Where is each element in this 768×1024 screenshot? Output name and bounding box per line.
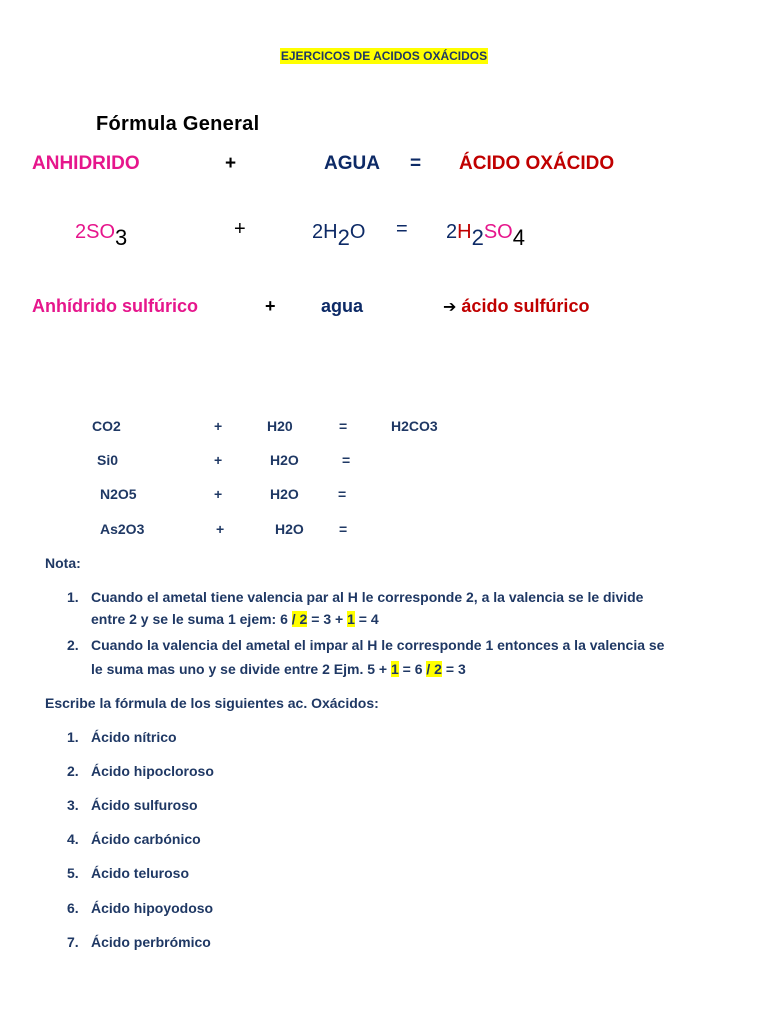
h2o-subscript: 2 bbox=[337, 225, 350, 250]
nota-item-2-highlight-2: / 2 bbox=[426, 661, 442, 677]
nota-item-2-line-1: Cuando la valencia del ametal el impar al H le corresponde 1 entonces a la valencia se bbox=[91, 637, 665, 653]
list-item-number: 4. bbox=[67, 831, 79, 847]
h2so4-h: H bbox=[457, 221, 472, 243]
nota-item-1-text-a: entre 2 y se le suma 1 ejem: 6 bbox=[91, 611, 292, 627]
exercise-plus-2: + bbox=[214, 452, 223, 468]
document-title-text: EJERCICOS DE ACIDOS OXÁCIDOS bbox=[280, 49, 488, 63]
list-item-number: 2. bbox=[67, 763, 79, 779]
list-item-name: Ácido teluroso bbox=[91, 865, 190, 881]
list-item-number: 5. bbox=[67, 865, 79, 881]
nota-item-2-line-2 bbox=[91, 661, 466, 677]
h2so4-o-subscript: 4 bbox=[512, 225, 525, 250]
anhidrido-sulfurico-label: Anhídrido sulfúrico bbox=[32, 296, 198, 316]
exercise-equals-3: = bbox=[338, 486, 347, 502]
h2so4-h-subscript: 2 bbox=[471, 225, 484, 250]
exercise-water-2: H2O bbox=[270, 452, 299, 468]
so3-formula bbox=[75, 218, 128, 250]
list-item bbox=[0, 763, 768, 783]
document-title bbox=[0, 49, 768, 63]
exercise-product-1: H2CO3 bbox=[391, 418, 438, 434]
nota-item-1-text-b: = 3 + bbox=[307, 611, 348, 627]
nota-item-2-number: 2. bbox=[67, 637, 79, 653]
list-item-number: 3. bbox=[67, 797, 79, 813]
h2so4-coef: 2 bbox=[446, 221, 458, 243]
nota-item-2-highlight-1: 1 bbox=[390, 661, 399, 677]
exercise-plus-4: + bbox=[216, 521, 225, 537]
equals-sign: = bbox=[410, 153, 422, 174]
names-plus-sign: + bbox=[265, 296, 276, 316]
list-item bbox=[0, 729, 768, 749]
exercise-plus-3: + bbox=[214, 486, 223, 502]
nota-item-1-line-1: Cuando el ametal tiene valencia par al H le corresponde 2, a la valencia se le divide bbox=[91, 589, 644, 605]
acido-oxacido-label: ÁCIDO OXÁCIDO bbox=[459, 153, 615, 174]
so3-main: 2SO bbox=[75, 221, 116, 243]
exercise-equals-1: = bbox=[339, 418, 348, 434]
nota-item-2-text-b: = 6 bbox=[398, 661, 427, 677]
agua-label: AGUA bbox=[324, 153, 380, 174]
nota-item-2 bbox=[0, 637, 768, 677]
list-item-name: Ácido nítrico bbox=[91, 729, 177, 745]
exercise-reactant-3: N2O5 bbox=[100, 486, 137, 502]
formula-general-heading: Fórmula General bbox=[96, 113, 260, 135]
acido-sulfurico-result bbox=[443, 296, 589, 317]
plus-sign: + bbox=[225, 153, 237, 174]
example-plus-sign: + bbox=[234, 218, 246, 240]
anhidrido-label: ANHIDRIDO bbox=[32, 153, 140, 174]
exercise-equals-2: = bbox=[342, 452, 351, 468]
exercise-reactant-2: Si0 bbox=[97, 452, 119, 468]
nota-item-2-text-c: = 3 bbox=[441, 661, 466, 677]
list-item-name: Ácido sulfuroso bbox=[91, 797, 198, 813]
nota-item-2-text-a: le suma mas uno y se divide entre 2 Ejm. 5 + bbox=[91, 661, 391, 677]
list-item-name: Ácido hipocloroso bbox=[91, 763, 214, 779]
list-item bbox=[0, 934, 768, 954]
exercise-reactant-1: CO2 bbox=[92, 418, 121, 434]
example-equals-sign: = bbox=[396, 218, 408, 240]
list-item bbox=[0, 831, 768, 851]
nota-item-1-line-2 bbox=[91, 611, 379, 627]
list-item-number: 6. bbox=[67, 900, 79, 916]
arrow-right-icon: ➔ bbox=[443, 299, 457, 316]
list-item-name: Ácido carbónico bbox=[91, 831, 201, 847]
instruction-text: Escribe la fórmula de los siguientes ac. Oxácidos: bbox=[45, 695, 379, 711]
h2so4-formula bbox=[446, 218, 525, 250]
exercise-water-4: H2O bbox=[275, 521, 304, 537]
nota-label: Nota: bbox=[45, 555, 81, 571]
exercise-water-1: H20 bbox=[267, 418, 293, 434]
exercise-reactant-4: As2O3 bbox=[100, 521, 145, 537]
agua-lowercase-label: agua bbox=[321, 296, 364, 316]
acido-sulfurico-label: ácido sulfúrico bbox=[461, 296, 590, 316]
nota-item-1-highlight-2: 1 bbox=[347, 611, 355, 627]
nota-item-1-highlight-1: / 2 bbox=[291, 611, 308, 627]
list-item-number: 7. bbox=[67, 934, 79, 950]
nota-item-1-text-c: = 4 bbox=[354, 611, 379, 627]
exercise-plus-1: + bbox=[214, 418, 223, 434]
list-item-name: Ácido perbrómico bbox=[91, 934, 211, 950]
list-item-name: Ácido hipoyodoso bbox=[91, 900, 214, 916]
exercise-water-3: H2O bbox=[270, 486, 299, 502]
nota-item-1 bbox=[0, 589, 768, 629]
list-item bbox=[0, 797, 768, 817]
h2o-formula bbox=[312, 218, 366, 250]
list-item bbox=[0, 865, 768, 885]
nota-item-1-number: 1. bbox=[67, 589, 79, 605]
so3-subscript: 3 bbox=[115, 225, 128, 250]
h2so4-so: SO bbox=[483, 221, 513, 243]
h2o-o: O bbox=[349, 221, 366, 243]
list-item bbox=[0, 900, 768, 920]
h2o-h: 2H bbox=[312, 221, 338, 243]
list-item-number: 1. bbox=[67, 729, 79, 745]
exercise-equals-4: = bbox=[339, 521, 348, 537]
